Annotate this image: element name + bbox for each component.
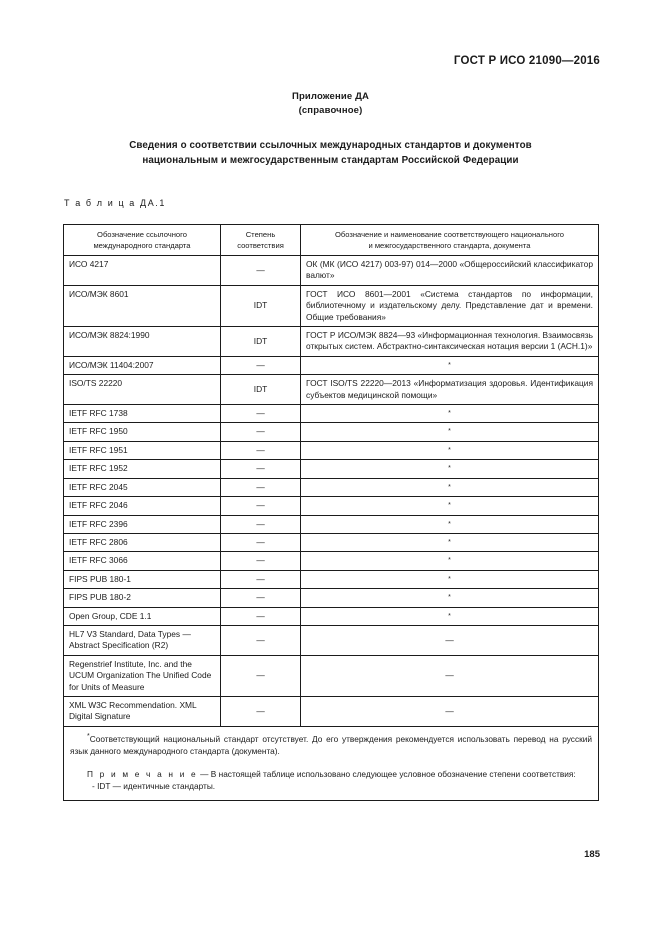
annex-status: (справочное)	[298, 105, 363, 116]
annex-heading	[0, 90, 661, 118]
cell-national-standard-footnote-ref: *	[301, 570, 599, 588]
cell-international-standard: IETF RFC 2396	[64, 515, 221, 533]
running-head: ГОСТ Р ИСО 21090—2016	[453, 55, 600, 67]
cell-degree-of-correspondence: —	[221, 441, 301, 459]
cell-national-standard-footnote-ref: *	[301, 356, 599, 374]
cell-international-standard: FIPS PUB 180-2	[64, 589, 221, 607]
cell-national-standard: —	[301, 696, 599, 726]
cell-international-standard: IETF RFC 1738	[64, 405, 221, 423]
table-caption: Т а б л и ц а ДА.1	[64, 198, 167, 208]
cell-national-standard: —	[301, 625, 599, 655]
table-foot	[64, 726, 599, 800]
cell-national-standard-footnote-ref: *	[301, 533, 599, 551]
cell-degree-of-correspondence: —	[221, 533, 301, 551]
cell-degree-of-correspondence: —	[221, 625, 301, 655]
cell-degree-of-correspondence: IDT	[221, 375, 301, 405]
cell-national-standard: ГОСТ ИСО 8601—2001 «Система стандартов по информации, библиотечному и издательскому делу. Представление дат и времени. Общие требования»	[301, 285, 599, 326]
cell-degree-of-correspondence: —	[221, 497, 301, 515]
footnote-text: Соответствующий национальный стандарт отсутствует. До его утверждения рекомендуется использовать перевод на русский язык данного международного стандарта (документа).	[70, 733, 592, 757]
cell-international-standard: FIPS PUB 180-1	[64, 570, 221, 588]
cell-international-standard: ИСО/МЭК 8601	[64, 285, 221, 326]
table-row	[64, 327, 599, 357]
cell-degree-of-correspondence: —	[221, 423, 301, 441]
note-item: - IDT — идентичные стандарты.	[92, 781, 216, 792]
cell-national-standard-footnote-ref: *	[301, 441, 599, 459]
table-body	[64, 256, 599, 727]
column-header-national-standard	[301, 225, 599, 256]
cell-international-standard: ИСО 4217	[64, 256, 221, 286]
cell-national-standard-footnote-ref: *	[301, 497, 599, 515]
column-header-line-1: Степень	[245, 230, 276, 239]
cell-degree-of-correspondence: IDT	[221, 285, 301, 326]
table-row	[64, 285, 599, 326]
cell-national-standard-footnote-ref: *	[301, 478, 599, 496]
table-row	[64, 405, 599, 423]
annex-subject	[63, 138, 598, 168]
cell-degree-of-correspondence: —	[221, 607, 301, 625]
cell-national-standard: ОК (МК (ИСО 4217) 003-97) 014—2000 «Общероссийский классификатор валют»	[301, 256, 599, 286]
cell-national-standard-footnote-ref: *	[301, 607, 599, 625]
table-row	[64, 533, 599, 551]
cell-national-standard-footnote-ref: *	[301, 405, 599, 423]
annex-subject-line-1: Сведения о соответствии ссылочных международных стандартов и документов	[129, 140, 532, 151]
cell-international-standard: IETF RFC 2045	[64, 478, 221, 496]
table-row	[64, 478, 599, 496]
table-row	[64, 625, 599, 655]
cell-degree-of-correspondence: —	[221, 696, 301, 726]
cell-degree-of-correspondence: —	[221, 655, 301, 696]
table-row	[64, 552, 599, 570]
cell-international-standard: IETF RFC 3066	[64, 552, 221, 570]
cell-national-standard: ГОСТ ISO/TS 22220—2013 «Информатизация здоровья. Идентификация субъектов медицинской помощи»	[301, 375, 599, 405]
cell-national-standard-footnote-ref: *	[301, 552, 599, 570]
cell-international-standard: IETF RFC 1950	[64, 423, 221, 441]
column-header-degree	[221, 225, 301, 256]
cell-international-standard: IETF RFC 1952	[64, 460, 221, 478]
column-header-line-1: Обозначение ссылочного	[97, 230, 187, 239]
table-row	[64, 570, 599, 588]
annex-title: Приложение ДА	[291, 91, 370, 102]
table-footnote-row	[64, 726, 599, 800]
footnote-asterisk-icon: *	[87, 733, 90, 741]
footnote-paragraph	[70, 733, 592, 758]
column-header-line-1: Обозначение и наименование соответствующего национального	[334, 230, 565, 239]
cell-national-standard: —	[301, 655, 599, 696]
cell-degree-of-correspondence: —	[221, 570, 301, 588]
cell-international-standard: HL7 V3 Standard, Data Types — Abstract Specification (R2)	[64, 625, 221, 655]
table-row	[64, 256, 599, 286]
standards-correspondence-table	[63, 224, 599, 801]
table-footnote-cell	[64, 726, 599, 800]
note-label: П р и м е ч а н и е	[87, 768, 198, 779]
cell-degree-of-correspondence: —	[221, 552, 301, 570]
column-header-line-2: международного стандарта	[93, 241, 191, 250]
cell-degree-of-correspondence: —	[221, 515, 301, 533]
cell-degree-of-correspondence: —	[221, 460, 301, 478]
cell-international-standard: ИСО/МЭК 11404:2007	[64, 356, 221, 374]
cell-international-standard: IETF RFC 1951	[64, 441, 221, 459]
table-row	[64, 589, 599, 607]
note-paragraph	[70, 768, 592, 781]
cell-degree-of-correspondence: IDT	[221, 327, 301, 357]
table-row	[64, 497, 599, 515]
cell-international-standard: IETF RFC 2046	[64, 497, 221, 515]
cell-national-standard-footnote-ref: *	[301, 460, 599, 478]
cell-degree-of-correspondence: —	[221, 356, 301, 374]
cell-national-standard-footnote-ref: *	[301, 515, 599, 533]
table-row	[64, 607, 599, 625]
cell-international-standard: XML W3C Recommendation. XML Digital Signature	[64, 696, 221, 726]
table-row	[64, 515, 599, 533]
table-row	[64, 423, 599, 441]
cell-international-standard: Regenstrief Institute, Inc. and the UCUM Organization The Unified Code for Units of Measure	[64, 655, 221, 696]
cell-international-standard: ISO/TS 22220	[64, 375, 221, 405]
cell-international-standard: ИСО/МЭК 8824:1990	[64, 327, 221, 357]
table-head	[64, 225, 599, 256]
table-row	[64, 655, 599, 696]
table-header-row	[64, 225, 599, 256]
column-header-international-standard	[64, 225, 221, 256]
cell-degree-of-correspondence: —	[221, 256, 301, 286]
cell-national-standard-footnote-ref: *	[301, 589, 599, 607]
note-text: — В настоящей таблице использовано следующее условное обозначение степени соответствия:	[200, 768, 576, 779]
cell-degree-of-correspondence: —	[221, 478, 301, 496]
cell-international-standard: Open Group, CDE 1.1	[64, 607, 221, 625]
cell-national-standard: ГОСТ Р ИСО/МЭК 8824—93 «Информационная технология. Взаимосвязь открытых систем. Абстрактно-синтаксическая нотация версии 1 (АСН.1)»	[301, 327, 599, 357]
cell-degree-of-correspondence: —	[221, 405, 301, 423]
table-row	[64, 696, 599, 726]
table-row	[64, 356, 599, 374]
table-row	[64, 375, 599, 405]
cell-international-standard: IETF RFC 2806	[64, 533, 221, 551]
page-number: 185	[584, 849, 600, 860]
cell-degree-of-correspondence: —	[221, 589, 301, 607]
column-header-line-2: соответствия	[237, 241, 284, 250]
table-row	[64, 460, 599, 478]
cell-national-standard-footnote-ref: *	[301, 423, 599, 441]
annex-subject-line-2: национальным и межгосударственным стандартам Российской Федерации	[142, 155, 519, 166]
column-header-line-2: и межгосударственного стандарта, документа	[368, 241, 531, 250]
table-row	[64, 441, 599, 459]
